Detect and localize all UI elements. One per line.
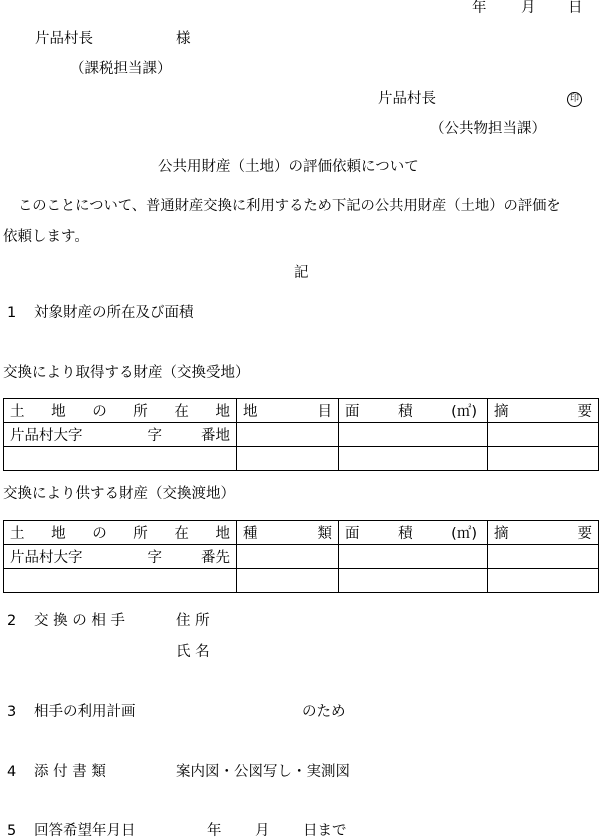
- item2-label: 交 換 の 相 手: [34, 613, 125, 629]
- header-location-char: の: [92, 526, 107, 542]
- remarks-cell[interactable]: [488, 545, 599, 569]
- body-line-2: 依頼します。: [3, 229, 89, 245]
- header-location-char: 土: [10, 404, 25, 420]
- header-location-char: 地: [215, 526, 230, 542]
- header-location-char: 地: [51, 404, 66, 420]
- header-location-char: の: [92, 404, 107, 420]
- date-month-label: 月: [521, 0, 536, 16]
- acquire-table-header: [4, 399, 599, 423]
- partner-address-label: 住 所: [176, 613, 210, 629]
- item2-number: 2: [7, 613, 17, 629]
- header-remarks-char: 要: [577, 404, 592, 420]
- kind-cell[interactable]: [237, 545, 339, 569]
- item1-label: 対象財産の所在及び面積: [34, 305, 194, 321]
- table-row: [4, 569, 599, 593]
- usage-plan-suffix: のため: [302, 704, 346, 720]
- acquire-table: [3, 398, 599, 471]
- land-category-cell[interactable]: [237, 447, 339, 471]
- header-location: [4, 521, 237, 545]
- location-cell[interactable]: [4, 447, 237, 471]
- header-area-unit: (㎡): [451, 404, 477, 420]
- header-type-char: 類: [317, 526, 332, 542]
- location-cell[interactable]: [4, 545, 237, 569]
- item3-label: 相手の利用計画: [34, 704, 136, 720]
- reply-year-label: 年: [207, 823, 222, 839]
- header-location-char: 地: [215, 404, 230, 420]
- header-type-char: 種: [243, 526, 258, 542]
- acquire-caption: 交換により取得する財産（交換受地）: [3, 365, 250, 381]
- header-area-char: 積: [398, 526, 413, 542]
- sender-dept: （公共物担当課）: [430, 121, 546, 137]
- table-row: [4, 423, 599, 447]
- item4-label: 添 付 書 類: [34, 764, 106, 780]
- offer-caption: 交換により供する財産（交換渡地）: [3, 486, 235, 502]
- area-cell[interactable]: [339, 447, 488, 471]
- header-location: [4, 399, 237, 423]
- addressee-dept: （課税担当課）: [70, 61, 172, 77]
- offer-table-header: [4, 521, 599, 545]
- location-banchi: 番地: [201, 428, 230, 444]
- reply-day-label: 日まで: [303, 823, 347, 839]
- item5-number: 5: [7, 823, 17, 839]
- location-village: 片品村大字: [10, 428, 83, 444]
- reply-month-label: 月: [255, 823, 270, 839]
- header-location-char: 土: [10, 526, 25, 542]
- item5-label: 回答希望年月日: [34, 823, 136, 839]
- location-bansaki: 番先: [201, 550, 230, 566]
- offer-table: [3, 520, 599, 593]
- attachments-list: 案内図・公図写し・実測図: [176, 764, 350, 780]
- area-cell[interactable]: [339, 423, 488, 447]
- header-remarks-char: 摘: [494, 404, 509, 420]
- area-cell[interactable]: [339, 545, 488, 569]
- header-land-category: [237, 399, 339, 423]
- table-row: [4, 545, 599, 569]
- area-cell[interactable]: [339, 569, 488, 593]
- location-aza: 字: [147, 428, 162, 444]
- header-kind: [237, 521, 339, 545]
- remarks-cell[interactable]: [488, 423, 599, 447]
- partner-name-label: 氏 名: [176, 644, 210, 660]
- addressee-name: 片品村長: [35, 31, 93, 47]
- item4-number: 4: [7, 764, 17, 780]
- date-year-label: 年: [472, 0, 487, 16]
- header-area-char: 面: [345, 526, 360, 542]
- location-cell[interactable]: [4, 569, 237, 593]
- land-category-cell[interactable]: [237, 423, 339, 447]
- header-area-char: 積: [398, 404, 413, 420]
- header-area: [339, 399, 488, 423]
- location-aza: 字: [147, 550, 162, 566]
- header-location-char: 地: [51, 526, 66, 542]
- header-location-char: 在: [174, 404, 189, 420]
- item3-number: 3: [7, 704, 17, 720]
- header-remarks-char: 要: [577, 526, 592, 542]
- addressee-honorific: 様: [176, 31, 191, 47]
- header-remarks-char: 摘: [494, 526, 509, 542]
- header-area-unit: (㎡): [451, 526, 477, 542]
- kind-cell[interactable]: [237, 569, 339, 593]
- date-day-label: 日: [568, 0, 583, 16]
- item1-number: 1: [7, 305, 17, 321]
- document-title: 公共用財産（土地）の評価依頼について: [158, 159, 419, 175]
- header-remarks: [488, 399, 599, 423]
- location-village: 片品村大字: [10, 550, 83, 566]
- header-area-char: 面: [345, 404, 360, 420]
- header-area: [339, 521, 488, 545]
- remarks-cell[interactable]: [488, 447, 599, 471]
- header-type-char: 目: [317, 404, 332, 420]
- header-type-char: 地: [243, 404, 258, 420]
- body-line-1: このことについて、普通財産交換に利用するため下記の公共用財産（土地）の評価を: [18, 198, 561, 214]
- header-location-char: 所: [133, 404, 148, 420]
- remarks-cell[interactable]: [488, 569, 599, 593]
- header-location-char: 所: [133, 526, 148, 542]
- header-location-char: 在: [174, 526, 189, 542]
- sender-name: 片品村長: [378, 91, 436, 107]
- ki-heading: 記: [294, 265, 309, 281]
- seal-mark: 印: [567, 92, 582, 107]
- table-row: [4, 447, 599, 471]
- header-remarks: [488, 521, 599, 545]
- location-cell[interactable]: [4, 423, 237, 447]
